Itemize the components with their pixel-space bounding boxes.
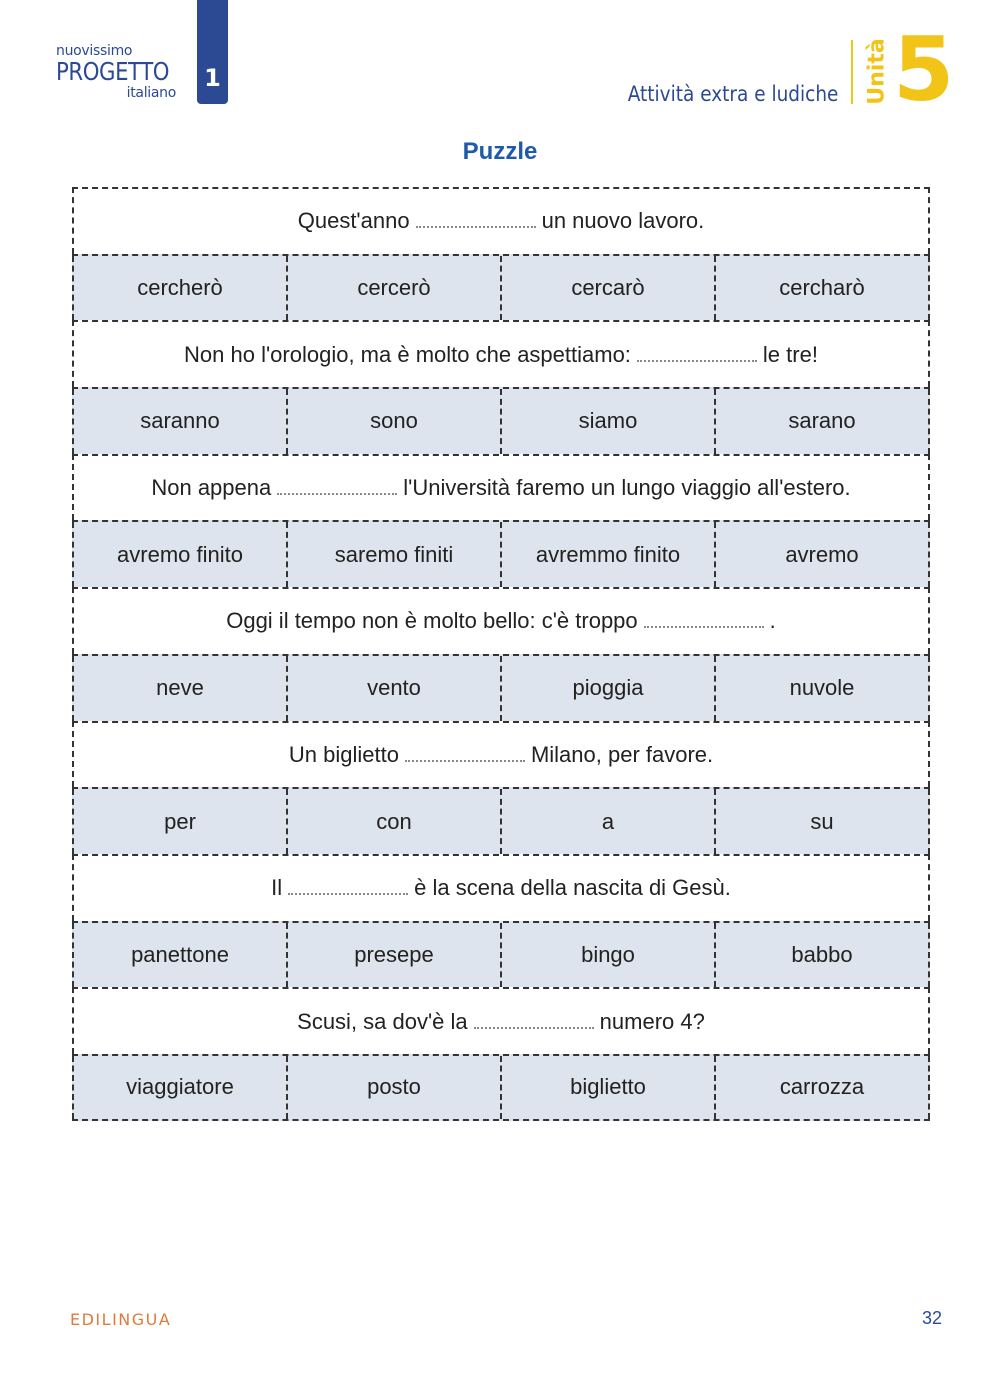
sentence-row [72,320,930,387]
blank-line [644,625,764,628]
option-card[interactable]: cercarò [500,256,714,321]
sentence-before: Quest'anno [297,208,410,234]
blank-line [405,759,525,762]
sentence-after: Milano, per favore. [530,741,714,767]
option-card[interactable]: nuvole [714,656,930,721]
sentence-before: Non ho l'orologio, ma è molto che aspettiamo: [184,341,631,367]
option-card[interactable]: saranno [72,389,286,454]
options-row [72,921,930,988]
option-card[interactable]: babbo [714,923,930,988]
sentence-before: Un biglietto [288,741,399,767]
blank-line [277,492,397,495]
brand-logo [56,44,176,100]
option-card[interactable]: a [500,789,714,854]
options-row [72,1054,930,1121]
option-card[interactable]: per [72,789,286,854]
sentence-after: numero 4? [599,1008,705,1034]
sentence-after: un nuovo lavoro. [541,208,705,234]
options-row [72,520,930,587]
option-card[interactable]: panettone [72,923,286,988]
option-card[interactable]: saremo finiti [286,522,500,587]
sentence-before: Il [271,875,283,901]
option-card[interactable]: presepe [286,923,500,988]
option-card[interactable]: viaggiatore [72,1056,286,1119]
sentence-before: Non appena [151,475,272,501]
brand-top: nuovissimo [56,43,133,59]
option-card[interactable]: con [286,789,500,854]
blank-line [288,892,408,895]
sentence-before: Oggi il tempo non è molto bello: c'è troppo [226,608,638,634]
options-row [72,654,930,721]
sentence-row [72,854,930,921]
page-title: Puzzle [462,138,538,165]
option-card[interactable]: pioggia [500,656,714,721]
option-card[interactable]: carrozza [714,1056,930,1119]
sentence-row [72,454,930,521]
option-card[interactable]: cercharò [714,256,930,321]
volume-tab: 1 [197,0,228,104]
option-card[interactable]: biglietto [500,1056,714,1119]
option-card[interactable]: cercerò [286,256,500,321]
sentence-after: le tre! [762,341,818,367]
option-card[interactable]: posto [286,1056,500,1119]
option-card[interactable]: neve [72,656,286,721]
options-row [72,387,930,454]
options-row [72,787,930,854]
publisher-logo: EDILINGUA [70,1310,172,1329]
sentence-row [72,587,930,654]
sentence-row [72,187,930,254]
blank-line [416,225,536,228]
brand-sub: italiano [126,85,176,101]
sentence-after: l'Università faremo un lungo viaggio all'estero. [403,475,851,501]
sentence-after: è la scena della nascita di Gesù. [414,875,731,901]
unit-number: 5 [893,18,955,121]
section-title: Attività extra e ludiche [627,82,838,106]
brand-main: PROGETTO [56,57,170,86]
blank-line [637,359,757,362]
sentence-before: Scusi, sa dov'è la [297,1008,468,1034]
option-card[interactable]: sarano [714,389,930,454]
sentence-row [72,987,930,1054]
sentence-after: . [769,608,776,634]
option-card[interactable]: avremo [714,522,930,587]
option-card[interactable]: su [714,789,930,854]
page-number: 32 [921,1308,942,1328]
puzzle-grid [72,187,930,1121]
option-card[interactable]: bingo [500,923,714,988]
options-row [72,254,930,321]
unit-label: Unità [864,37,890,105]
option-card[interactable]: avremmo finito [500,522,714,587]
option-card[interactable]: vento [286,656,500,721]
blank-line [474,1026,594,1029]
sentence-row [72,721,930,788]
header-divider [851,40,853,104]
option-card[interactable]: avremo finito [72,522,286,587]
option-card[interactable]: cercherò [72,256,286,321]
option-card[interactable]: siamo [500,389,714,454]
option-card[interactable]: sono [286,389,500,454]
